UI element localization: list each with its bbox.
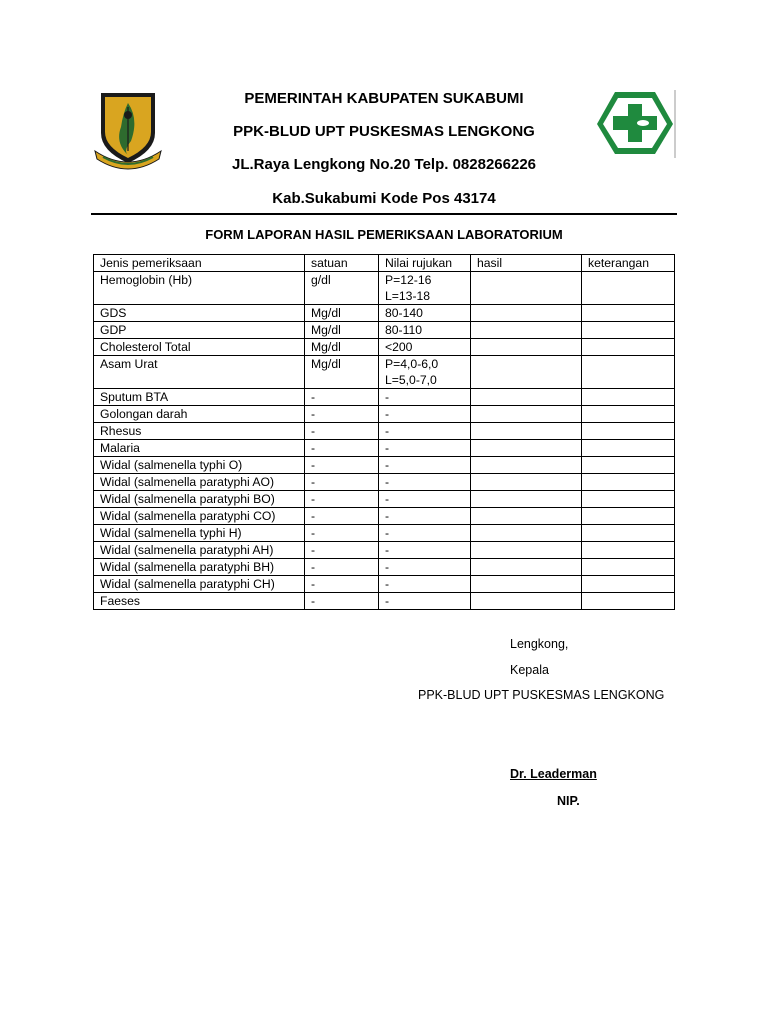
reference-value: P=4,0-6,0 <box>385 357 439 371</box>
reference-value: - <box>385 424 390 438</box>
note-cell <box>582 491 675 508</box>
result-cell <box>471 593 582 610</box>
table-row <box>94 542 675 559</box>
reference-value: - <box>385 577 390 591</box>
note-cell <box>582 356 675 389</box>
unit-cell: Mg/dl <box>305 339 379 356</box>
reference-cell <box>379 508 471 525</box>
reference-cell <box>379 423 471 440</box>
reference-value: - <box>385 407 390 421</box>
lab-results-table <box>93 254 675 610</box>
result-cell <box>471 339 582 356</box>
result-cell <box>471 508 582 525</box>
reference-cell <box>379 491 471 508</box>
puskesmas-cross-icon <box>593 90 677 158</box>
result-cell <box>471 559 582 576</box>
reference-cell <box>379 440 471 457</box>
result-cell <box>471 272 582 305</box>
exam-name-cell: Hemoglobin (Hb) <box>94 272 305 305</box>
exam-name-cell: Widal (salmenella paratyphi CH) <box>94 576 305 593</box>
exam-name-cell: Widal (salmenella paratyphi AH) <box>94 542 305 559</box>
reference-cell <box>379 322 471 339</box>
reference-value: - <box>385 475 390 489</box>
result-cell <box>471 423 582 440</box>
table-row <box>94 423 675 440</box>
header-government: PEMERINTAH KABUPATEN SUKABUMI <box>244 90 524 107</box>
exam-name-cell: GDS <box>94 305 305 322</box>
signature-nip: NIP. <box>557 794 580 808</box>
reference-cell <box>379 525 471 542</box>
unit-cell: - <box>305 559 379 576</box>
reference-value: - <box>385 543 390 557</box>
header-institution: PPK-BLUD UPT PUSKESMAS LENGKONG <box>233 123 535 140</box>
reference-value: - <box>385 509 390 523</box>
exam-name-cell: Sputum BTA <box>94 389 305 406</box>
unit-cell: - <box>305 440 379 457</box>
reference-value: P=12-16 <box>385 273 432 287</box>
note-cell <box>582 559 675 576</box>
signature-position: Kepala <box>510 663 549 677</box>
result-cell <box>471 525 582 542</box>
unit-cell: g/dl <box>305 272 379 305</box>
table-row <box>94 339 675 356</box>
note-cell <box>582 474 675 491</box>
reference-value: <200 <box>385 340 413 354</box>
reference-cell <box>379 389 471 406</box>
note-cell <box>582 440 675 457</box>
exam-name-cell: Widal (salmenella typhi H) <box>94 525 305 542</box>
note-cell <box>582 508 675 525</box>
reference-value: - <box>385 560 390 574</box>
reference-cell <box>379 272 471 305</box>
reference-cell <box>379 356 471 389</box>
result-cell <box>471 406 582 423</box>
reference-value: 80-140 <box>385 306 423 320</box>
header-divider <box>91 213 677 215</box>
table-row <box>94 305 675 322</box>
signature-name: Dr. Leaderman <box>510 767 597 781</box>
signature-institution: PPK-BLUD UPT PUSKESMAS LENGKONG <box>418 688 665 702</box>
col-header-result: hasil <box>471 255 582 272</box>
signature-place: Lengkong, <box>510 637 569 651</box>
table-row <box>94 272 675 305</box>
reference-cell <box>379 593 471 610</box>
exam-name-cell: Asam Urat <box>94 356 305 389</box>
reference-cell <box>379 542 471 559</box>
reference-cell <box>379 406 471 423</box>
reference-value: - <box>385 594 390 608</box>
result-cell <box>471 491 582 508</box>
result-cell <box>471 542 582 559</box>
unit-cell: - <box>305 423 379 440</box>
unit-cell: - <box>305 457 379 474</box>
exam-name-cell: Rhesus <box>94 423 305 440</box>
unit-cell: - <box>305 576 379 593</box>
header-postal: Kab.Sukabumi Kode Pos 43174 <box>272 190 496 207</box>
reference-cell <box>379 339 471 356</box>
table-row <box>94 593 675 610</box>
table-row <box>94 389 675 406</box>
result-cell <box>471 322 582 339</box>
exam-name-cell: Cholesterol Total <box>94 339 305 356</box>
result-cell <box>471 305 582 322</box>
reference-value: - <box>385 441 390 455</box>
note-cell <box>582 593 675 610</box>
table-row <box>94 576 675 593</box>
table-row <box>94 406 675 423</box>
table-row <box>94 457 675 474</box>
col-header-reference: Nilai rujukan <box>379 255 471 272</box>
note-cell <box>582 339 675 356</box>
reference-value: L=13-18 <box>385 289 431 303</box>
note-cell <box>582 457 675 474</box>
header-address: JL.Raya Lengkong No.20 Telp. 0828266226 <box>231 156 537 173</box>
result-cell <box>471 576 582 593</box>
unit-cell: - <box>305 491 379 508</box>
result-cell <box>471 356 582 389</box>
note-cell <box>582 322 675 339</box>
reference-value: - <box>385 390 390 404</box>
reference-cell <box>379 474 471 491</box>
reference-value: - <box>385 492 390 506</box>
col-header-unit: satuan <box>305 255 379 272</box>
table-row <box>94 559 675 576</box>
table-row <box>94 440 675 457</box>
table-row <box>94 508 675 525</box>
form-title: FORM LAPORAN HASIL PEMERIKSAAN LABORATORIUM <box>205 227 563 242</box>
note-cell <box>582 542 675 559</box>
reference-value: - <box>385 526 390 540</box>
unit-cell: - <box>305 593 379 610</box>
reference-cell <box>379 457 471 474</box>
reference-cell <box>379 576 471 593</box>
col-header-note: keterangan <box>582 255 675 272</box>
reference-value: L=5,0-7,0 <box>385 373 437 387</box>
unit-cell: Mg/dl <box>305 305 379 322</box>
reference-value: - <box>385 458 390 472</box>
exam-name-cell: Golongan darah <box>94 406 305 423</box>
note-cell <box>582 389 675 406</box>
unit-cell: - <box>305 525 379 542</box>
exam-name-cell: GDP <box>94 322 305 339</box>
unit-cell: Mg/dl <box>305 356 379 389</box>
result-cell <box>471 474 582 491</box>
note-cell <box>582 525 675 542</box>
result-cell <box>471 440 582 457</box>
unit-cell: - <box>305 508 379 525</box>
unit-cell: Mg/dl <box>305 322 379 339</box>
exam-name-cell: Widal (salmenella paratyphi CO) <box>94 508 305 525</box>
exam-name-cell: Widal (salmenella paratyphi BO) <box>94 491 305 508</box>
unit-cell: - <box>305 406 379 423</box>
reference-cell <box>379 305 471 322</box>
table-row <box>94 356 675 389</box>
table-row <box>94 322 675 339</box>
exam-name-cell: Widal (salmenella paratyphi AO) <box>94 474 305 491</box>
crest-icon <box>93 89 163 171</box>
note-cell <box>582 406 675 423</box>
table-header-row <box>94 255 675 272</box>
reference-value: 80-110 <box>385 323 423 337</box>
note-cell <box>582 272 675 305</box>
unit-cell: - <box>305 389 379 406</box>
col-header-exam: Jenis pemeriksaan <box>94 255 305 272</box>
table-row <box>94 491 675 508</box>
note-cell <box>582 305 675 322</box>
exam-name-cell: Widal (salmenella typhi O) <box>94 457 305 474</box>
unit-cell: - <box>305 474 379 491</box>
exam-name-cell: Widal (salmenella paratyphi BH) <box>94 559 305 576</box>
exam-name-cell: Malaria <box>94 440 305 457</box>
result-cell <box>471 457 582 474</box>
table-row <box>94 474 675 491</box>
unit-cell: - <box>305 542 379 559</box>
reference-cell <box>379 559 471 576</box>
exam-name-cell: Faeses <box>94 593 305 610</box>
note-cell <box>582 423 675 440</box>
table-row <box>94 525 675 542</box>
result-cell <box>471 389 582 406</box>
note-cell <box>582 576 675 593</box>
